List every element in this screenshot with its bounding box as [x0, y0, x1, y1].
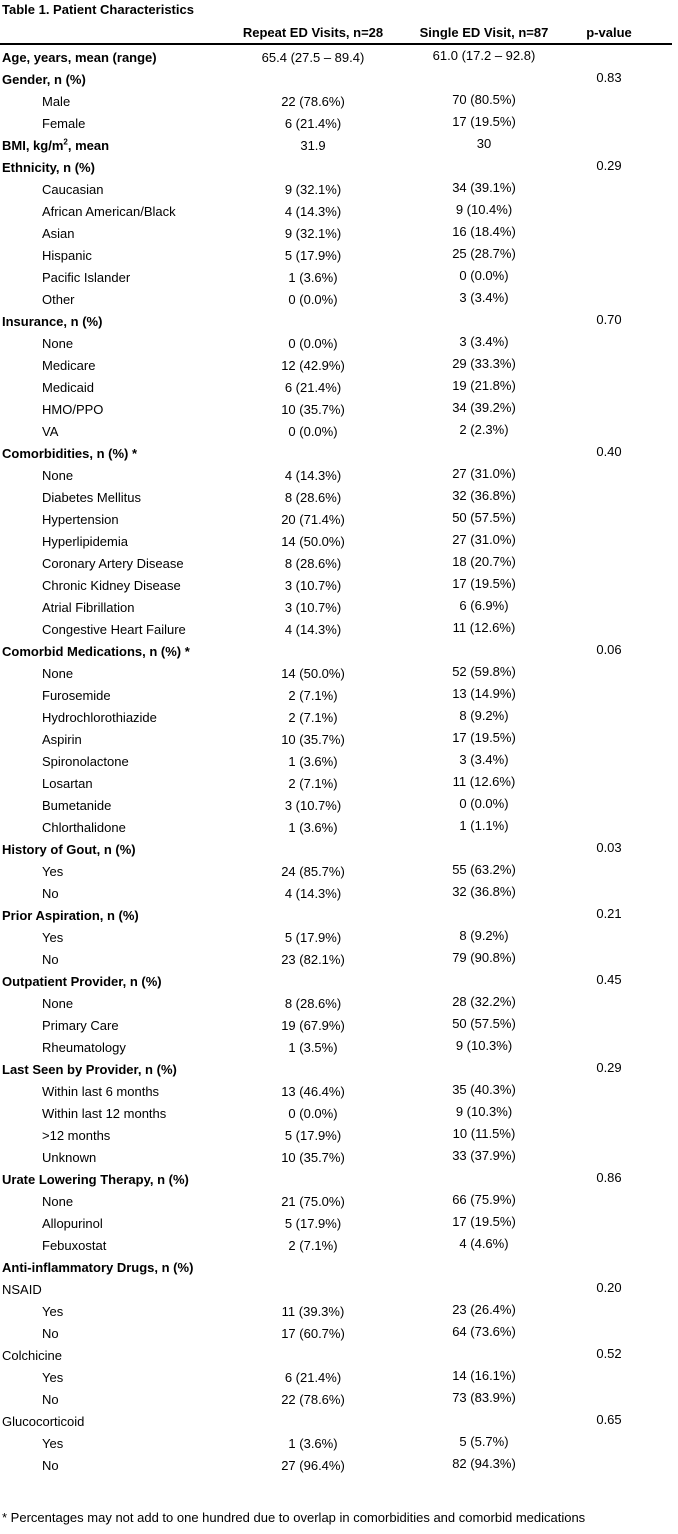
cell-single-visit: 3 (3.4%)	[459, 334, 509, 349]
cell-repeat-visits: 11 (39.3%)	[281, 1304, 345, 1319]
row-label: Pacific Islander	[42, 270, 131, 285]
cell-repeat-visits: 6 (21.4%)	[284, 116, 342, 131]
cell-single-visit: 64 (73.6%)	[452, 1324, 516, 1339]
row-label: No	[42, 1326, 59, 1341]
row-label: Outpatient Provider, n (%)	[2, 974, 162, 989]
table-row-subitem	[0, 552, 678, 574]
cell-single-visit: 18 (20.7%)	[452, 554, 516, 569]
cell-single-visit: 11 (12.6%)	[452, 774, 516, 789]
row-label	[2, 138, 109, 153]
table-row-subitem	[0, 618, 678, 640]
table-row-section	[0, 68, 678, 90]
cell-single-visit: 11 (12.6%)	[452, 620, 516, 635]
table-row-section	[0, 46, 678, 68]
row-label: None	[42, 468, 74, 483]
table-row-subitem	[0, 1388, 678, 1410]
cell-single-visit: 32 (36.8%)	[452, 884, 516, 899]
table-row-subitem	[0, 222, 678, 244]
table-row-subitem	[0, 1036, 678, 1058]
row-label: Comorbid Medications, n (%) *	[2, 644, 190, 659]
table-row-subitem	[0, 90, 678, 112]
cell-repeat-visits: 4 (14.3%)	[284, 886, 342, 901]
table-row-subitem	[0, 1366, 678, 1388]
cell-single-visit: 17 (19.5%)	[452, 1214, 516, 1229]
row-label: Yes	[42, 1370, 64, 1385]
cell-repeat-visits: 14 (50.0%)	[281, 666, 345, 681]
cell-single-visit: 28 (32.2%)	[452, 994, 516, 1009]
table-row-subitem	[0, 1300, 678, 1322]
cell-single-visit: 9 (10.4%)	[455, 202, 513, 217]
row-label: Anti-inflammatory Drugs, n (%)	[2, 1260, 194, 1275]
row-label: Diabetes Mellitus	[42, 490, 141, 505]
table-row-section	[0, 134, 678, 156]
cell-repeat-visits: 22 (78.6%)	[281, 1392, 345, 1407]
row-label: Primary Care	[42, 1018, 119, 1033]
table-row-subitem	[0, 530, 678, 552]
table-row-subitem	[0, 1432, 678, 1454]
table-row-subitem	[0, 178, 678, 200]
table-row-subitem	[0, 376, 678, 398]
table-row-section	[0, 156, 678, 178]
table-row-subitem	[0, 860, 678, 882]
table-row-subitem	[0, 1080, 678, 1102]
cell-single-visit: 50 (57.5%)	[452, 1016, 516, 1031]
cell-p-value: 0.40	[596, 444, 622, 459]
cell-single-visit: 61.0 (17.2 – 92.8)	[432, 48, 536, 63]
cell-single-visit: 33 (37.9%)	[452, 1148, 516, 1163]
row-label: Atrial Fibrillation	[42, 600, 135, 615]
table-row-subitem	[0, 1190, 678, 1212]
cell-repeat-visits: 2 (7.1%)	[288, 776, 338, 791]
cell-repeat-visits: 1 (3.6%)	[288, 1436, 338, 1451]
table-row-subitem	[0, 1146, 678, 1168]
row-label: Prior Aspiration, n (%)	[2, 908, 139, 923]
table-body	[0, 46, 678, 1476]
table-row-section	[0, 904, 678, 926]
row-label: None	[42, 336, 74, 351]
row-label: Rheumatology	[42, 1040, 126, 1055]
table-row-section	[0, 1256, 678, 1278]
table-row-subitem	[0, 882, 678, 904]
cell-single-visit: 8 (9.2%)	[459, 708, 509, 723]
row-label: History of Gout, n (%)	[2, 842, 136, 857]
row-label: None	[42, 1194, 74, 1209]
row-label: Furosemide	[42, 688, 111, 703]
cell-single-visit: 19 (21.8%)	[452, 378, 516, 393]
row-label: No	[42, 1458, 59, 1473]
row-label: Coronary Artery Disease	[42, 556, 184, 571]
cell-repeat-visits: 23 (82.1%)	[281, 952, 345, 967]
row-label: African American/Black	[42, 204, 176, 219]
cell-repeat-visits: 17 (60.7%)	[281, 1326, 345, 1341]
cell-single-visit: 9 (10.3%)	[455, 1104, 513, 1119]
row-label: >12 months	[42, 1128, 111, 1143]
cell-p-value: 0.20	[596, 1280, 622, 1295]
cell-repeat-visits: 21 (75.0%)	[281, 1194, 345, 1209]
row-label: Within last 6 months	[42, 1084, 160, 1099]
cell-p-value: 0.21	[596, 906, 622, 921]
row-label: Female	[42, 116, 86, 131]
cell-repeat-visits: 9 (32.1%)	[284, 226, 342, 241]
table-row-subitem	[0, 1212, 678, 1234]
cell-single-visit: 17 (19.5%)	[452, 114, 516, 129]
cell-single-visit: 66 (75.9%)	[452, 1192, 516, 1207]
row-label-suffix: , mean	[67, 138, 110, 153]
row-label: Ethnicity, n (%)	[2, 160, 95, 175]
cell-repeat-visits: 0 (0.0%)	[288, 424, 338, 439]
cell-single-visit: 73 (83.9%)	[452, 1390, 516, 1405]
table-row-subitem	[0, 1322, 678, 1344]
cell-single-visit: 52 (59.8%)	[452, 664, 516, 679]
table-row-section	[0, 970, 678, 992]
cell-repeat-visits: 12 (42.9%)	[281, 358, 345, 373]
column-header-repeat-visits: Repeat ED Visits, n=28	[242, 25, 384, 40]
cell-single-visit: 10 (11.5%)	[452, 1126, 516, 1141]
cell-repeat-visits: 10 (35.7%)	[281, 1150, 345, 1165]
cell-p-value: 0.29	[596, 158, 622, 173]
table-title: Table 1. Patient Characteristics	[2, 2, 194, 17]
row-label: Losartan	[42, 776, 93, 791]
row-label: Colchicine	[2, 1348, 62, 1363]
cell-repeat-visits: 8 (28.6%)	[284, 490, 342, 505]
row-label: Bumetanide	[42, 798, 112, 813]
table-row-subitem	[0, 200, 678, 222]
row-label: Congestive Heart Failure	[42, 622, 186, 637]
cell-single-visit: 27 (31.0%)	[452, 532, 516, 547]
cell-repeat-visits: 4 (14.3%)	[284, 622, 342, 637]
row-label: None	[42, 996, 74, 1011]
row-label: Aspirin	[42, 732, 82, 747]
cell-single-visit: 6 (6.9%)	[459, 598, 509, 613]
table-row-subitem	[0, 1234, 678, 1256]
row-label: Asian	[42, 226, 75, 241]
table-row-section	[0, 1410, 678, 1432]
row-label: Comorbidities, n (%) *	[2, 446, 138, 461]
row-label: Caucasian	[42, 182, 104, 197]
table-row-subitem	[0, 420, 678, 442]
row-label: Medicare	[42, 358, 96, 373]
cell-repeat-visits: 8 (28.6%)	[284, 996, 342, 1011]
table-row-subitem	[0, 948, 678, 970]
row-label: No	[42, 952, 59, 967]
cell-single-visit: 70 (80.5%)	[452, 92, 516, 107]
row-label: Allopurinol	[42, 1216, 103, 1231]
cell-p-value: 0.70	[596, 312, 622, 327]
table-row-section	[0, 1278, 678, 1300]
cell-repeat-visits: 1 (3.6%)	[288, 754, 338, 769]
cell-repeat-visits: 0 (0.0%)	[288, 292, 338, 307]
cell-single-visit: 50 (57.5%)	[452, 510, 516, 525]
row-label: Gender, n (%)	[2, 72, 86, 87]
row-label: Chlorthalidone	[42, 820, 126, 835]
row-label-text: BMI, kg/m	[2, 138, 64, 153]
cell-single-visit: 82 (94.3%)	[452, 1456, 516, 1471]
cell-repeat-visits: 0 (0.0%)	[288, 1106, 338, 1121]
cell-repeat-visits: 0 (0.0%)	[288, 336, 338, 351]
table-row-subitem	[0, 750, 678, 772]
cell-p-value: 0.45	[596, 972, 622, 987]
table-row-subitem	[0, 816, 678, 838]
table-row-subitem	[0, 684, 678, 706]
table-row-subitem	[0, 662, 678, 684]
table-row-subitem	[0, 112, 678, 134]
cell-repeat-visits: 20 (71.4%)	[281, 512, 345, 527]
cell-repeat-visits: 5 (17.9%)	[284, 930, 342, 945]
cell-repeat-visits: 3 (10.7%)	[284, 578, 342, 593]
cell-single-visit: 30	[476, 136, 492, 151]
table-row-section	[0, 640, 678, 662]
table-row-subitem	[0, 398, 678, 420]
cell-repeat-visits: 10 (35.7%)	[281, 402, 345, 417]
cell-p-value: 0.29	[596, 1060, 622, 1075]
table-row-section	[0, 442, 678, 464]
cell-single-visit: 35 (40.3%)	[452, 1082, 516, 1097]
table-row-subitem	[0, 486, 678, 508]
row-label: Last Seen by Provider, n (%)	[2, 1062, 177, 1077]
row-label: Yes	[42, 930, 64, 945]
row-label: Medicaid	[42, 380, 95, 395]
row-label: Within last 12 months	[42, 1106, 167, 1121]
cell-repeat-visits: 27 (96.4%)	[281, 1458, 345, 1473]
cell-repeat-visits: 2 (7.1%)	[288, 710, 338, 725]
cell-repeat-visits: 5 (17.9%)	[284, 1216, 342, 1231]
cell-single-visit: 55 (63.2%)	[452, 862, 516, 877]
table-row-subitem	[0, 244, 678, 266]
table-row-subitem	[0, 266, 678, 288]
cell-single-visit: 5 (5.7%)	[459, 1434, 509, 1449]
row-label: NSAID	[2, 1282, 42, 1297]
cell-single-visit: 34 (39.2%)	[452, 400, 516, 415]
cell-single-visit: 79 (90.8%)	[452, 950, 516, 965]
table-row-section	[0, 310, 678, 332]
table-row-subitem	[0, 926, 678, 948]
cell-repeat-visits: 24 (85.7%)	[281, 864, 345, 879]
table-row-section	[0, 1168, 678, 1190]
cell-single-visit: 8 (9.2%)	[459, 928, 509, 943]
column-header-single-visit: Single ED Visit, n=87	[419, 25, 549, 40]
table-row-subitem	[0, 574, 678, 596]
table-row-section	[0, 1058, 678, 1080]
table-row-subitem	[0, 354, 678, 376]
cell-repeat-visits: 2 (7.1%)	[288, 688, 338, 703]
table-row-subitem	[0, 706, 678, 728]
row-label: Insurance, n (%)	[2, 314, 103, 329]
row-label: Hispanic	[42, 248, 92, 263]
cell-single-visit: 27 (31.0%)	[452, 466, 516, 481]
cell-repeat-visits: 3 (10.7%)	[284, 600, 342, 615]
row-label: Urate Lowering Therapy, n (%)	[2, 1172, 189, 1187]
table-row-subitem	[0, 1102, 678, 1124]
cell-repeat-visits: 65.4 (27.5 – 89.4)	[261, 50, 365, 65]
row-label: Febuxostat	[42, 1238, 107, 1253]
cell-repeat-visits: 13 (46.4%)	[281, 1084, 345, 1099]
cell-repeat-visits: 4 (14.3%)	[284, 468, 342, 483]
cell-p-value: 0.83	[596, 70, 622, 85]
cell-repeat-visits: 5 (17.9%)	[284, 1128, 342, 1143]
row-label: Spironolactone	[42, 754, 129, 769]
cell-repeat-visits: 1 (3.6%)	[288, 820, 338, 835]
table-row-section	[0, 838, 678, 860]
row-label: Glucocorticoid	[2, 1414, 85, 1429]
cell-p-value: 0.52	[596, 1346, 622, 1361]
row-label: No	[42, 1392, 59, 1407]
cell-repeat-visits: 8 (28.6%)	[284, 556, 342, 571]
header-rule	[0, 43, 672, 45]
cell-single-visit: 0 (0.0%)	[459, 796, 509, 811]
cell-single-visit: 3 (3.4%)	[459, 290, 509, 305]
cell-single-visit: 4 (4.6%)	[459, 1236, 509, 1251]
cell-repeat-visits: 3 (10.7%)	[284, 798, 342, 813]
row-label: VA	[42, 424, 59, 439]
row-label-superscript: 2	[63, 137, 68, 147]
row-label: Hypertension	[42, 512, 119, 527]
row-label: Age, years, mean (range)	[2, 50, 157, 65]
row-label: Hydrochlorothiazide	[42, 710, 157, 725]
table-row-subitem	[0, 992, 678, 1014]
cell-single-visit: 16 (18.4%)	[452, 224, 516, 239]
row-label: Yes	[42, 864, 64, 879]
cell-single-visit: 2 (2.3%)	[459, 422, 509, 437]
table-row-subitem	[0, 596, 678, 618]
cell-single-visit: 17 (19.5%)	[452, 730, 516, 745]
cell-repeat-visits: 31.9	[300, 138, 326, 153]
cell-p-value: 0.65	[596, 1412, 622, 1427]
table-row-subitem	[0, 772, 678, 794]
cell-single-visit: 1 (1.1%)	[459, 818, 509, 833]
cell-p-value: 0.03	[596, 840, 622, 855]
cell-repeat-visits: 6 (21.4%)	[284, 380, 342, 395]
row-label: None	[42, 666, 74, 681]
cell-single-visit: 23 (26.4%)	[452, 1302, 516, 1317]
row-label: Chronic Kidney Disease	[42, 578, 181, 593]
cell-repeat-visits: 9 (32.1%)	[284, 182, 342, 197]
row-label: Male	[42, 94, 71, 109]
cell-single-visit: 32 (36.8%)	[452, 488, 516, 503]
cell-repeat-visits: 22 (78.6%)	[281, 94, 345, 109]
table-row-subitem	[0, 728, 678, 750]
cell-single-visit: 34 (39.1%)	[452, 180, 516, 195]
row-label: HMO/PPO	[42, 402, 104, 417]
row-label: Unknown	[42, 1150, 97, 1165]
table-row-subitem	[0, 1454, 678, 1476]
table-row-subitem	[0, 464, 678, 486]
cell-single-visit: 17 (19.5%)	[452, 576, 516, 591]
column-header-p-value: p-value	[586, 25, 632, 40]
table-row-subitem	[0, 794, 678, 816]
table-row-subitem	[0, 1124, 678, 1146]
cell-single-visit: 29 (33.3%)	[452, 356, 516, 371]
row-label: Other	[42, 292, 75, 307]
table-row-subitem	[0, 508, 678, 530]
cell-single-visit: 3 (3.4%)	[459, 752, 509, 767]
cell-single-visit: 25 (28.7%)	[452, 246, 516, 261]
row-label: Hyperlipidemia	[42, 534, 128, 549]
row-label: No	[42, 886, 59, 901]
cell-repeat-visits: 2 (7.1%)	[288, 1238, 338, 1253]
table-footnote: * Percentages may not add to one hundred due to overlap in comorbidities and comorbid medications	[2, 1510, 586, 1525]
cell-repeat-visits: 1 (3.5%)	[288, 1040, 338, 1055]
cell-repeat-visits: 19 (67.9%)	[281, 1018, 345, 1033]
cell-single-visit: 14 (16.1%)	[452, 1368, 516, 1383]
cell-single-visit: 9 (10.3%)	[455, 1038, 513, 1053]
row-label: Yes	[42, 1304, 64, 1319]
table-row-subitem	[0, 288, 678, 310]
cell-repeat-visits: 1 (3.6%)	[288, 270, 338, 285]
cell-p-value: 0.86	[596, 1170, 622, 1185]
cell-repeat-visits: 6 (21.4%)	[284, 1370, 342, 1385]
table-row-subitem	[0, 332, 678, 354]
table-row-section	[0, 1344, 678, 1366]
cell-repeat-visits: 4 (14.3%)	[284, 204, 342, 219]
cell-p-value: 0.06	[596, 642, 622, 657]
cell-single-visit: 13 (14.9%)	[452, 686, 516, 701]
cell-repeat-visits: 10 (35.7%)	[281, 732, 345, 747]
table-row-subitem	[0, 1014, 678, 1036]
cell-single-visit: 0 (0.0%)	[459, 268, 509, 283]
cell-repeat-visits: 14 (50.0%)	[281, 534, 345, 549]
cell-repeat-visits: 5 (17.9%)	[284, 248, 342, 263]
row-label: Yes	[42, 1436, 64, 1451]
